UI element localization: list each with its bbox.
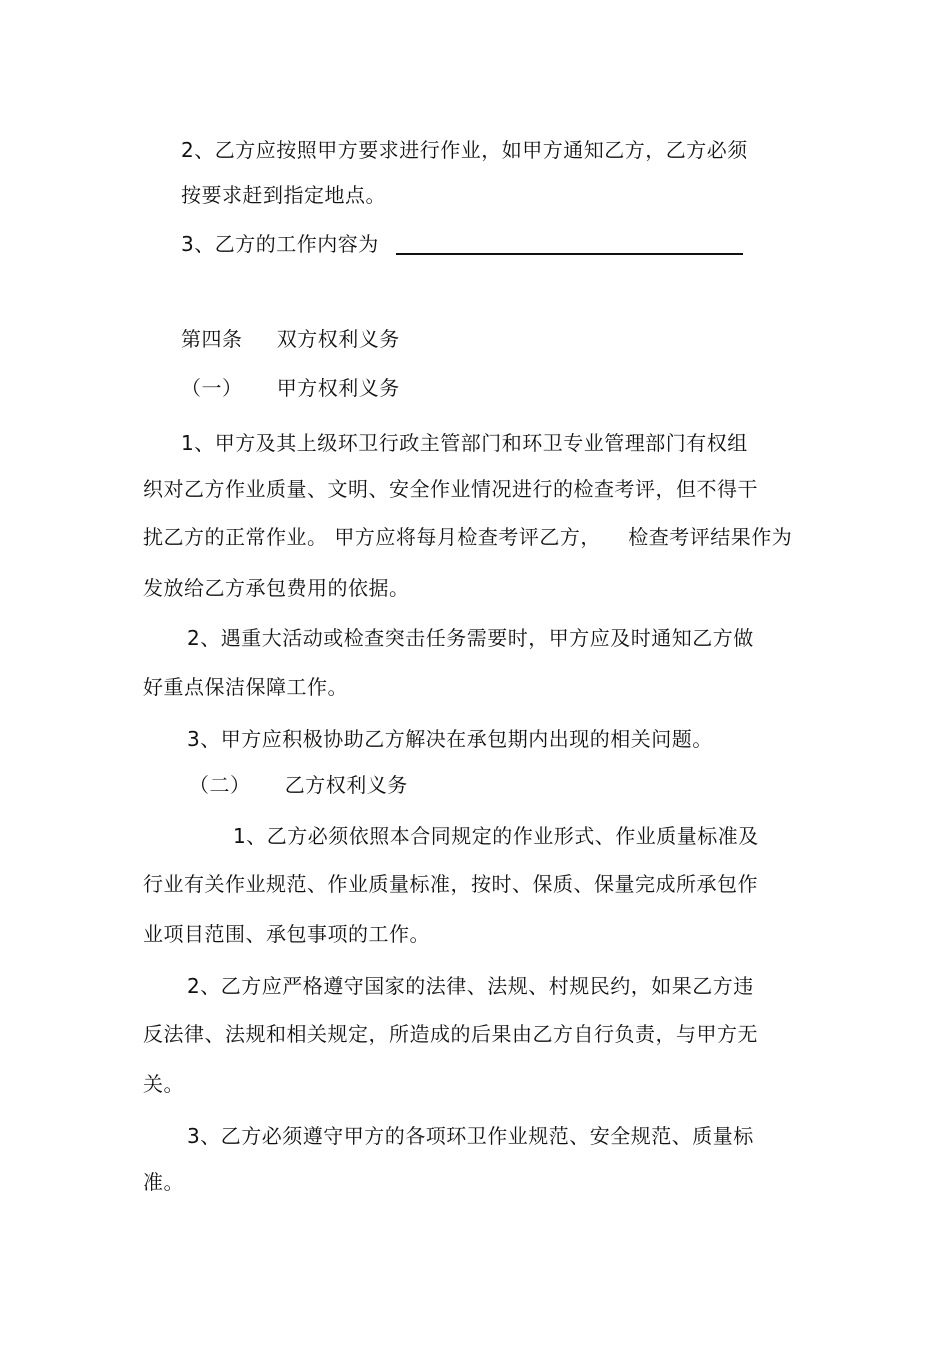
text-line: 2、乙方应按照甲方要求进行作业，如甲方通知乙方，乙方必须 [181, 138, 748, 162]
text-line: 1、乙方必须依照本合同规定的作业形式、作业质量标准及 [233, 824, 759, 848]
text-line: 2、遇重大活动或检查突击任务需要时，甲方应及时通知乙方做 [187, 626, 754, 650]
text-line: 扰乙方的正常作业。 甲方应将每月检查考评乙方， 检查考评结果作为 [143, 525, 793, 549]
text-line: 发放给乙方承包费用的依据。 [143, 576, 410, 600]
subsection-heading: （一） 甲方权利义务 [181, 376, 400, 400]
subsection-heading: （二） 乙方权利义务 [189, 773, 408, 797]
text-line: 业项目范围、承包事项的工作。 [143, 922, 430, 946]
text-line: 准。 [143, 1170, 184, 1194]
text-line: 织对乙方作业质量、文明、安全作业情况进行的检查考评，但不得干 [143, 477, 758, 501]
text-line: 行业有关作业规范、作业质量标准，按时、保质、保量完成所承包作 [143, 872, 758, 896]
text-line: 3、甲方应积极协助乙方解决在承包期内出现的相关问题。 [187, 727, 713, 751]
text-line: 3、乙方必须遵守甲方的各项环卫作业规范、安全规范、质量标 [187, 1124, 754, 1148]
text-line: 反法律、法规和相关规定，所造成的后果由乙方自行负责，与甲方无 [143, 1022, 758, 1046]
fill-in-blank [396, 253, 743, 255]
text-line: 1、甲方及其上级环卫行政主管部门和环卫专业管理部门有权组 [181, 431, 748, 455]
text-line: 2、乙方应严格遵守国家的法律、法规、村规民约，如果乙方违 [187, 974, 754, 998]
text-line: 按要求赶到指定地点。 [181, 183, 386, 207]
text-line: 好重点保洁保障工作。 [143, 675, 348, 699]
section-heading: 第四条 双方权利义务 [181, 327, 400, 351]
text-line: 3、乙方的工作内容为 [181, 232, 379, 256]
text-line: 关。 [143, 1072, 184, 1096]
